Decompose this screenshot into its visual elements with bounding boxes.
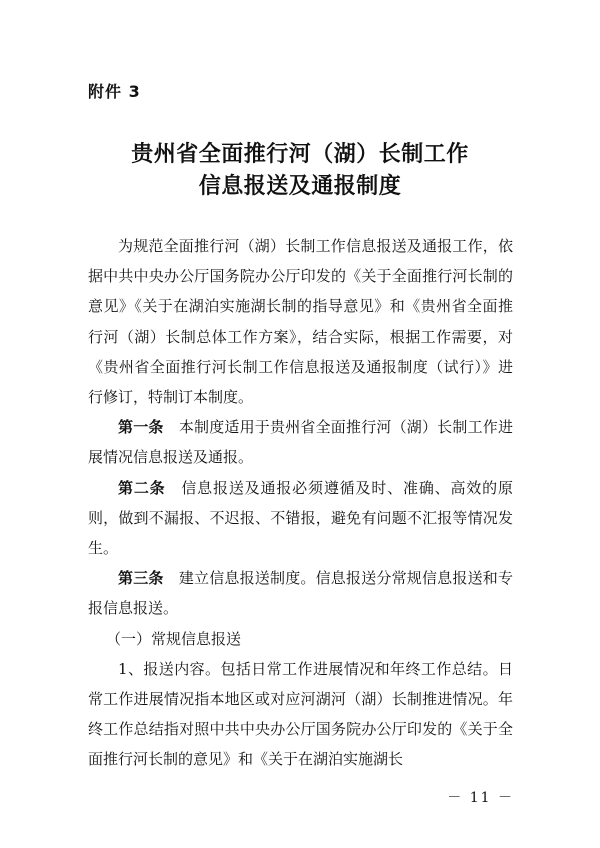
document-title-line-2: 信息报送及通报制度: [198, 173, 402, 199]
page-number: － 11 －: [447, 790, 514, 806]
article-2-label: 第二条: [118, 478, 166, 497]
section-heading-1: （一）常规信息报送: [106, 629, 242, 648]
attachment-label: 附件 3: [88, 82, 141, 101]
item-1-paragraph: 1、报送内容。包括日常工作进展情况和年终工作总结。日常工作进展情况指本地区或对应河湖河（湖）长制推进情况。年终工作总结指对照中共中央办公厅国务院办公厅印发的《关于全面推行河长制的意见》和《关于在湖泊实施湖长: [88, 659, 513, 769]
article-1-text: 本制度适用于贵州省全面推行河（湖）长制工作进展情况信息报送及通报。: [88, 418, 513, 467]
article-2: [88, 473, 513, 564]
document-title-line-1: 贵州省全面推行河（湖）长制工作: [131, 141, 469, 167]
article-1: [88, 412, 513, 472]
article-2-text: 信息报送及通报必须遵循及时、准确、高效的原则，做到不漏报、不迟报、不错报，避免有问题不汇报等情况发生。: [88, 478, 513, 558]
intro-paragraph: 为规范全面推行河（湖）长制工作信息报送及通报工作，依据中共中央办公厅国务院办公厅印发的《关于全面推行河长制的意见》《关于在湖泊实施湖长制的指导意见》和《贵州省全面推行河（湖）长制总体工作方案》，结合实际，根据工作需要，对《贵州省全面推行河长制工作信息报送及通报制度（试行）》进行修订，特制订本制度。: [88, 237, 513, 407]
article-3-text: 建立信息报送制度。信息报送分常规信息报送和专报信息报送。: [88, 569, 513, 618]
article-1-label: 第一条: [118, 418, 164, 437]
article-3-label: 第三条: [118, 569, 164, 588]
document-body: [88, 231, 513, 775]
article-3: [88, 563, 513, 623]
